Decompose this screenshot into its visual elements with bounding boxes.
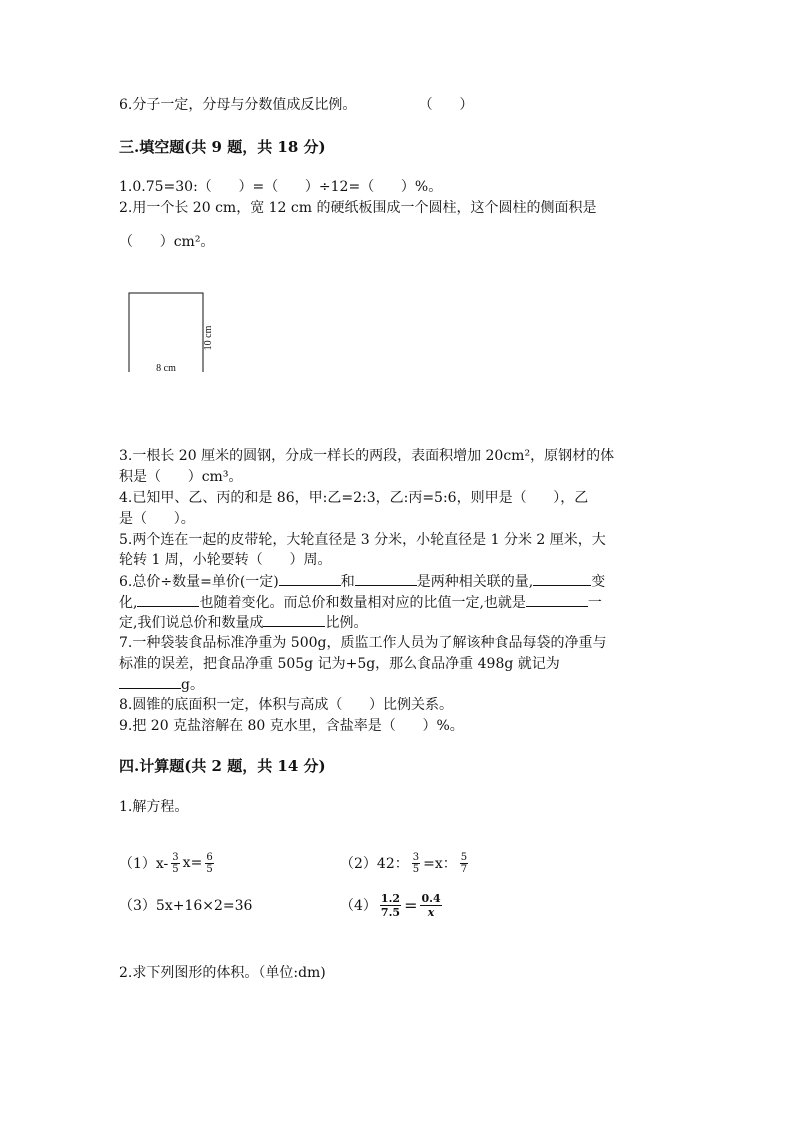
equation-1-fraction-2 [205, 852, 213, 875]
calc-question-2: 2.求下列图形的体积。（单位:dm) [119, 965, 326, 981]
answer-blank [533, 571, 591, 586]
fill-question-5-line-1: 5.两个连在一起的皮带轮，大轮直径是 3 分米，小轮直径是 1 分米 2 厘米，大 [119, 532, 606, 548]
answer-blank [279, 571, 341, 586]
equation-4-prefix: （4） [340, 898, 377, 914]
fraction-numerator: 5 [460, 851, 468, 863]
fill-question-6-line-3 [119, 612, 367, 633]
fraction-numerator: 3 [172, 851, 179, 863]
calc-question-1: 1.解方程。 [119, 799, 189, 815]
fraction-numerator: 0.4 [421, 891, 441, 905]
fill-question-7-line-2: 标准的误差，把食品净重 505g 记为+5g，那么食品净重 498g 就记为 [119, 656, 560, 672]
fraction-denominator: x [427, 905, 435, 919]
q6-text-d: 变 [591, 574, 606, 590]
q6-text-i: 比例。 [325, 615, 368, 631]
fraction-numerator: 6 [206, 851, 213, 863]
equation-2-fraction-2 [460, 852, 468, 875]
fraction-denominator: 7 [460, 863, 468, 875]
q6-text-h: 定,我们说总价和数量成 [119, 615, 264, 631]
q6-text-g: 一 [587, 595, 602, 611]
equation-1 [119, 848, 217, 878]
equation-1-prefix: （1）x- [119, 856, 169, 872]
answer-blank [526, 592, 588, 607]
fill-question-8: 8.圆锥的底面积一定，体积与高成（ ）比例关系。 [119, 697, 454, 713]
answer-blank [137, 592, 199, 607]
fill-question-5-line-2: 轮转 1 周，小轮要转（ ）周。 [119, 552, 332, 568]
fraction-denominator: 7.5 [380, 905, 401, 919]
fill-question-3-line-2: 积是（ ）cm³。 [119, 469, 243, 485]
fill-question-2-line-1: 2.用一个长 20 cm，宽 12 cm 的硬纸板围成一个圆柱，这个圆柱的侧面积是 [119, 200, 597, 216]
q7-unit: g。 [181, 677, 204, 693]
equation-2-mid: =x： [423, 856, 457, 872]
fill-question-3-line-1: 3.一根长 20 厘米的圆钢，分成一样长的两段，表面积增加 20cm²，原钢材的体 [119, 448, 615, 464]
fill-question-4-line-2: 是（ ）。 [119, 511, 195, 527]
answer-blank [119, 674, 181, 689]
fill-question-6-line-1 [119, 571, 605, 592]
equation-4-mid: = [404, 895, 418, 915]
q6-text-a: 6.总价÷数量=单价(一定) [119, 574, 279, 590]
section-3-heading: 三.填空题(共 9 题，共 18 分) [119, 138, 326, 156]
equation-1-fraction-1 [171, 852, 179, 875]
judge-question-6: 6.分子一定，分母与分数值成反比例。 （ ） [119, 97, 474, 113]
q6-text-b: 和 [340, 574, 355, 590]
answer-blank [263, 612, 325, 627]
fill-question-2-line-2: （ ）cm²。 [119, 234, 215, 250]
rectangle-height-label: 10 cm [203, 325, 214, 351]
fill-question-9: 9.把 20 克盐溶解在 80 克水里，含盐率是（ ）%。 [119, 718, 464, 734]
equation-4-fraction-2 [420, 892, 441, 919]
fill-question-1: 1.0.75=30:（ ）=（ ）÷12=（ ）%。 [119, 179, 443, 195]
equation-2-fraction-1 [412, 852, 420, 875]
equation-4 [340, 890, 445, 920]
answer-blank [355, 571, 417, 586]
fraction-denominator: 5 [206, 863, 213, 875]
fraction-numerator: 1.2 [380, 891, 401, 905]
equation-2-prefix: （2）42： [340, 856, 409, 872]
rectangle-outline [129, 293, 203, 372]
q6-text-c: 是两种相关联的量, [416, 574, 534, 590]
rectangle-figure [127, 290, 227, 372]
rectangle-width-label: 8 cm [156, 363, 176, 372]
fill-question-6-line-2 [119, 592, 602, 613]
equation-3: （3）5x+16×2=36 [119, 898, 253, 914]
fraction-numerator: 3 [412, 851, 420, 863]
equation-1-mid: x= [182, 855, 203, 871]
fraction-denominator: 5 [412, 863, 420, 875]
equation-2 [340, 848, 471, 878]
fill-question-4-line-1: 4.已知甲、乙、丙的和是 86，甲:乙=2:3，乙:丙=5:6，则甲是（ ），乙 [119, 490, 589, 506]
q6-text-f: 也随着变化。而总价和数量相对应的比值一定,也就是 [199, 595, 526, 611]
q6-text-e: 化, [119, 595, 138, 611]
fill-question-7-line-3 [119, 674, 204, 695]
section-4-heading: 四.计算题(共 2 题，共 14 分) [119, 757, 326, 775]
fraction-denominator: 5 [172, 863, 179, 875]
fill-question-7-line-1: 7.一种袋装食品标准净重为 500g，质监工作人员为了解该种食品每袋的净重与 [119, 635, 607, 651]
equation-4-fraction-1 [380, 892, 401, 919]
